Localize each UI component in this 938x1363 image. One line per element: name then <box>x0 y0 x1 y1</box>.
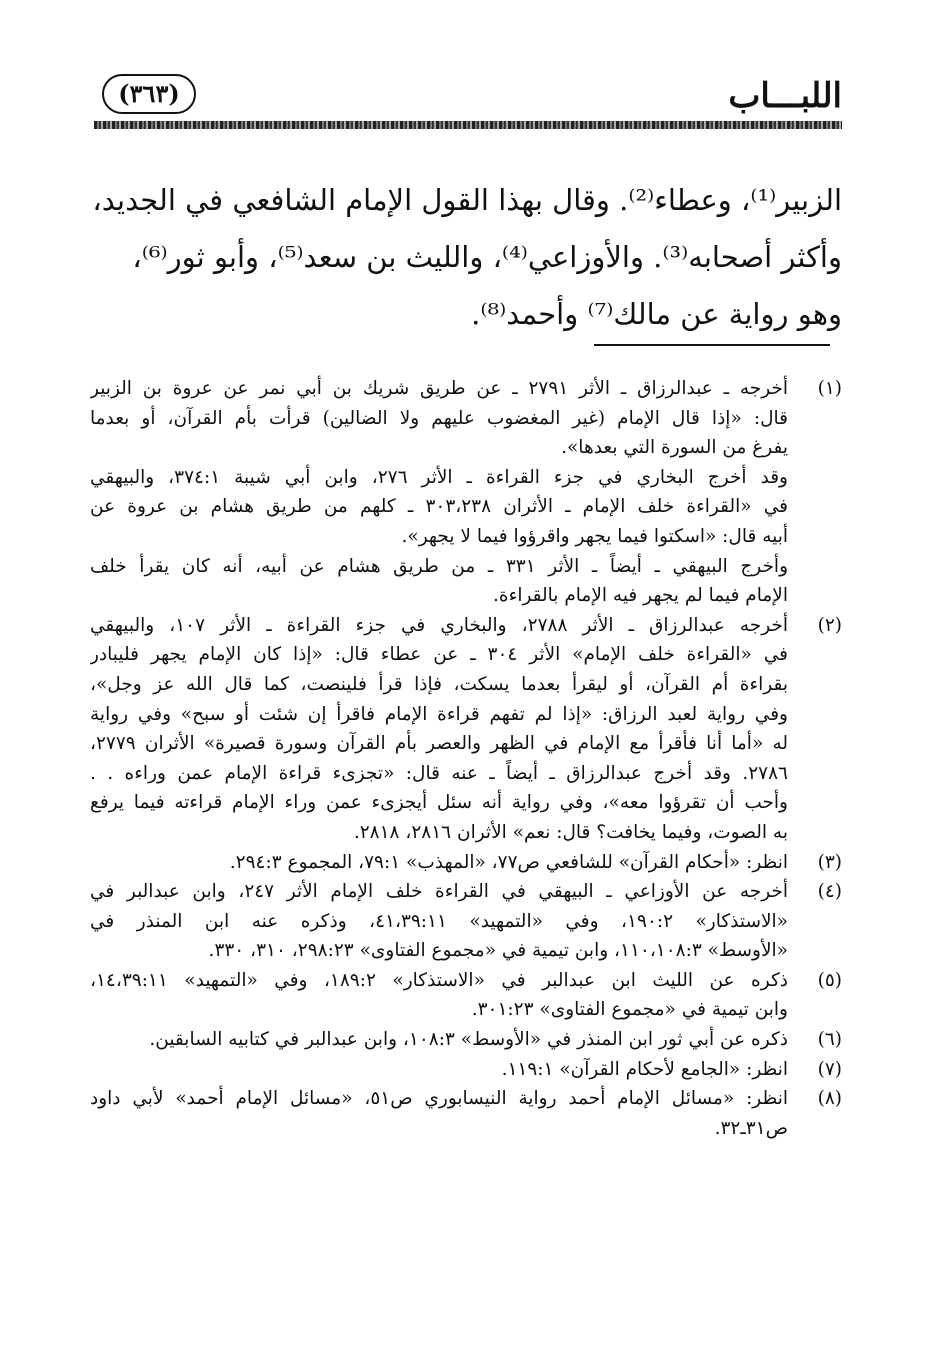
footnote <box>90 1084 842 1143</box>
page-number-frame <box>102 74 196 114</box>
footnote-line: به الصوت، وفيما يخافت؟ قال: نعم» الأثران ٢٨١٦، ٢٨١٨. <box>353 821 788 843</box>
main-paragraph <box>90 172 842 343</box>
footnotes-section <box>90 374 842 1143</box>
footnote-line: وابن تيمية في «مجموع الفتاوى» ٣٠١:٢٣. <box>471 999 788 1021</box>
footnote-number: (٤) <box>817 881 842 903</box>
main-line: وهو رواية عن مالك⁽⁷⁾ وأحمد⁽⁸⁾. <box>471 297 842 331</box>
footnote-line: الإمام فيما لم يجهر فيه الإمام بالقراءة. <box>493 585 788 607</box>
footnote-text <box>90 374 788 611</box>
footnote-line: أخرجه ـ عبدالرزاق ـ الأثر ٢٧٩١ ـ عن طريق شريك بن أبي نمر عن عروة بن الزبير <box>90 378 788 399</box>
footnote-line: أبيه قال: «اسكتوا فيما يجهر واقرؤوا فيما لا يجهر». <box>401 525 788 547</box>
footnote-number: (٨) <box>817 1088 842 1110</box>
footnote-text <box>90 848 788 878</box>
footnote <box>90 1055 842 1085</box>
running-header-title: اللبـــاب <box>728 76 842 116</box>
footnote-separator <box>594 344 830 346</box>
main-line: الزبير⁽¹⁾، وعطاء⁽²⁾. وقال بهذا القول الإمام الشافعي في الجديد، <box>92 183 842 217</box>
footnote-number: (١) <box>817 378 842 399</box>
footnote-text <box>90 877 788 966</box>
header-rule <box>94 121 842 129</box>
footnote-line: بقراءة أم القرآن، أو ليقرأ بعدما يسكت، فإذا قرأ فلينصت، كما قال الله عز وجل»، <box>90 673 788 695</box>
footnote-line: قال: «إذا قال الإمام (غير المغضوب عليهم ولا الضالين) قرأت بأم القرآن، أو بعدما <box>90 407 788 429</box>
footnote <box>90 374 842 611</box>
footnote <box>90 966 842 1025</box>
footnote-line: في «القراءة خلف الإمام ـ الأثران ٣٠٣،٢٣٨ ـ كلهم من طريق هشام بن عروة عن <box>90 496 788 518</box>
footnote <box>90 1025 842 1055</box>
footnote-text <box>90 966 788 1025</box>
footnote-line: وأحب أن تقرؤوا معه»، وفي رواية أنه سئل أيجزىء عمن وراء الإمام قراءته فيما يرفع <box>90 792 788 814</box>
footnote-text <box>90 1084 788 1143</box>
footnote-line: انظر: «أحكام القرآن» للشافعي ص٧٧، «المهذب» ٧٩:١، المجموع ٢٩٤:٣. <box>229 851 788 873</box>
footnote-line: وفي رواية لعبد الرزاق: «إذا لم تفهم قراءة الإمام فاقرأ إن شئت أو سبح» وفي رواية <box>90 703 788 725</box>
footnote-line: في «القراءة خلف الإمام» الأثر ٣٠٤ ـ عن عطاء قال: «إذا كان الإمام يجهر فليبادر <box>90 644 788 666</box>
footnote-number: (٧) <box>817 1058 842 1080</box>
footnote-number: (٦) <box>817 1029 842 1051</box>
footnote-line: يفرغ من السورة التي بعدها». <box>561 437 788 459</box>
footnote-line: انظر: «الجامع لأحكام القرآن» ١١٩:١. <box>501 1058 788 1080</box>
footnote-number: (٥) <box>817 969 842 991</box>
main-line: وأكثر أصحابه⁽³⁾. والأوزاعي⁽⁴⁾، والليث بن سعد⁽⁵⁾، وأبو ثور⁽⁶⁾، <box>132 240 842 274</box>
footnote-line: وقد أخرج البخاري في جزء القراءة ـ الأثر ٢٧٦، وابن أبي شيبة ٣٧٤:١، والبيهقي <box>90 466 788 488</box>
footnote-line: أخرجه عبدالرزاق ـ الأثر ٢٧٨٨، والبخاري في جزء القراءة ـ الأثر ١٠٧، والبيهقي <box>90 614 788 636</box>
page-number: (٣٦٣) <box>118 79 180 108</box>
footnote-line: ذكره عن الليث ابن عبدالبر في «الاستذكار» ١٨٩:٢، وفي «التمهيد» ١٤،٣٩:١١، <box>90 969 788 991</box>
footnote-text <box>90 1055 788 1085</box>
footnote-text <box>90 1025 788 1055</box>
footnote-line: «الاستذكار» ١٩٠:٢، وفي «التمهيد» ٤١،٣٩:١١، وذكره عنه ابن المنذر في <box>90 910 788 932</box>
footnote <box>90 848 842 878</box>
footnote-line: أخرجه عن الأوزاعي ـ البيهقي في القراءة خلف الإمام الأثر ٢٤٧، وابن عبدالبر في <box>90 881 788 903</box>
footnote <box>90 877 842 966</box>
footnote-line: وأخرج البيهقي ـ أيضاً ـ الأثر ٣٣١ ـ من طريق هشام عن أبيه، أنه كان يقرأ خلف <box>90 555 788 577</box>
footnote <box>90 611 842 848</box>
footnote-number: (٢) <box>817 614 842 636</box>
footnote-text <box>90 611 788 848</box>
footnote-line: «الأوسط» ١١٠،١٠٨:٣، وابن تيمية في «مجموع الفتاوى» ٢٩٨:٢٣، ٣١٠، ٣٣٠. <box>208 940 788 962</box>
footnote-line: له «أما أنا فأقرأ مع الإمام في الظهر والعصر بأم القرآن وسورة قصيرة» الأثران ٢٧٧٩، <box>90 733 788 755</box>
footnote-line: انظر: «مسائل الإمام أحمد رواية النيسابوري ص٥١، «مسائل الإمام أحمد» لأبي داود <box>90 1088 788 1110</box>
footnote-line: ذكره عن أبي ثور ابن المنذر في «الأوسط» ١٠٨:٣، وابن عبدالبر في كتابيه السابقين. <box>149 1029 788 1051</box>
footnote-line: ٢٧٨٦. وقد أخرج عبدالرزاق ـ أيضاً ـ عنه قال: «تجزىء قراءة الإمام عمن وراءه . . <box>90 762 788 784</box>
footnote-number: (٣) <box>817 851 842 873</box>
footnote-line: ص٣١ـ٣٢. <box>714 1117 788 1139</box>
